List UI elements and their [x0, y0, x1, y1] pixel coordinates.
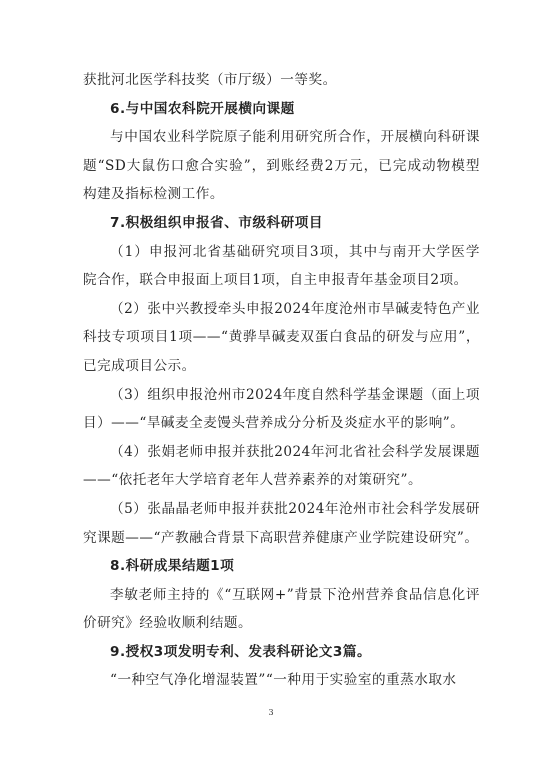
paragraph-award: 获批河北医学科技奖（市厅级）一等奖。	[83, 72, 337, 88]
paragraph-item-3: （3）组织申报沧州市2024年度自然科学基金课题（面上项目）——“旱碱麦全麦馒头营养成分分析及炎症水平的影响”。	[83, 386, 480, 432]
heading-section-7: 7.积极组织申报省、市级科研项目	[110, 214, 323, 231]
paragraph-horizontal-project: 与中国农业科学院原子能利用研究所合作，开展横向科研课题“SD大鼠伤口愈合实验”，到账经费2万元，已完成动物模型构建及指标检测工作。	[83, 129, 480, 203]
page-number: 3	[268, 708, 274, 717]
paragraph-item-2: （2）张中兴教授牵头申报2024年度沧州市旱碱麦特色产业科技专项项目1项——“黄骅旱碱麦双蛋白食品的研发与应用”，已完成项目公示。	[83, 300, 480, 374]
paragraph-project-completion: 李敏老师主持的《“互联网+”背景下沧州营养食品信息化评价研究》经验收顺利结题。	[83, 586, 480, 632]
paragraph-item-1: （1）申报河北省基础研究项目3项，其中与南开大学医学院合作，联合申报面上项目1项，自主申报青年基金项目2项。	[83, 243, 480, 289]
paragraph-item-4: （4）张娟老师申报并获批2024年河北省社会科学发展课题——“依托老年大学培育老年人营养素养的对策研究”。	[83, 443, 480, 489]
heading-section-9: 9.授权3项发明专利、发表科研论文3篇。	[110, 643, 372, 660]
paragraph-item-5: （5）张晶晶老师申报并获批2024年沧州市社会科学发展研究课题——“产教融合背景下高职营养健康产业学院建设研究”。	[83, 500, 480, 546]
heading-section-8: 8.科研成果结题1项	[110, 558, 235, 575]
document-body	[83, 66, 480, 695]
heading-section-6: 6.与中国农科院开展横向课题	[110, 100, 295, 117]
paragraph-patents: “一种空气净化增湿装置”“一种用于实验室的重蒸水取水	[110, 672, 457, 689]
